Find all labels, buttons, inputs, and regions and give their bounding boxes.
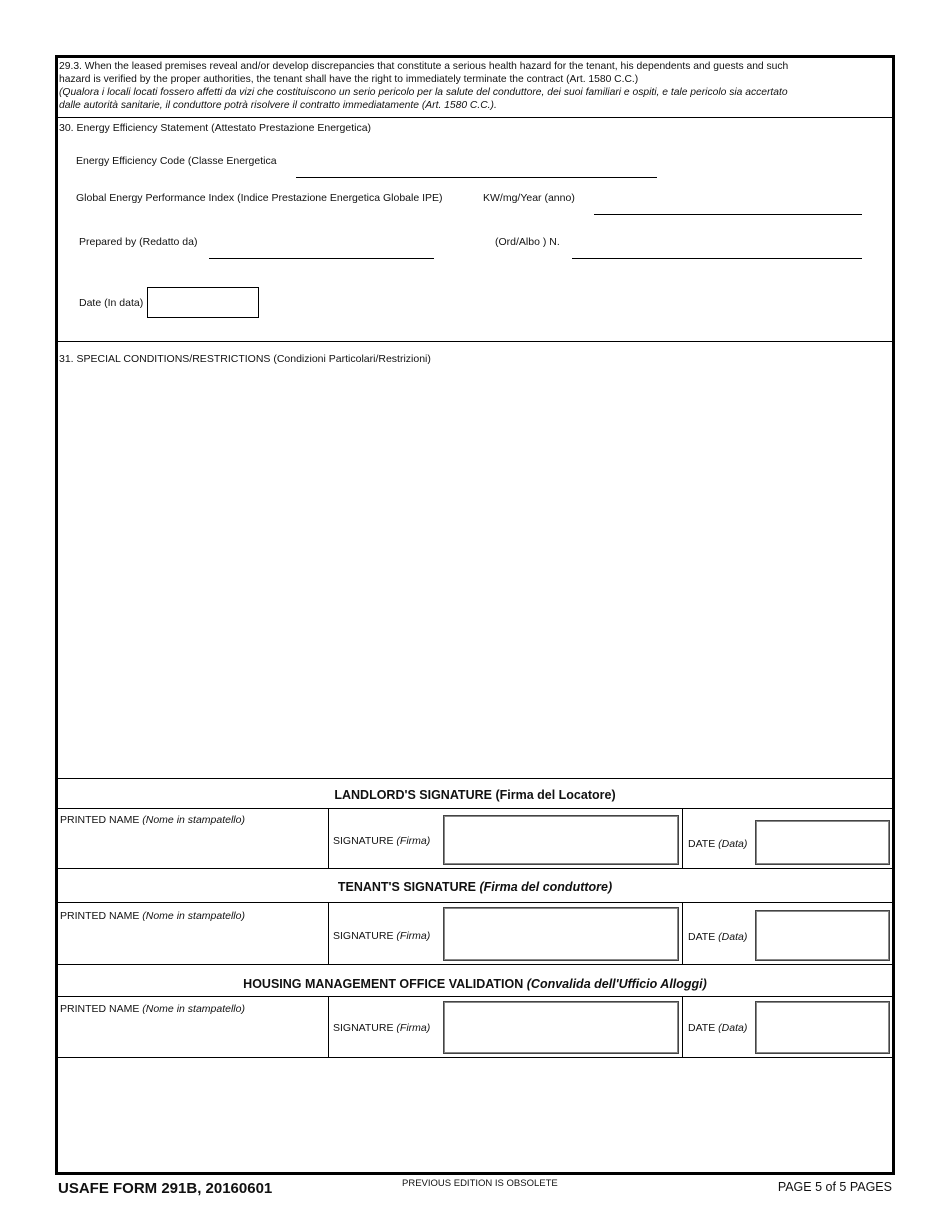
tenant-date-field[interactable] xyxy=(755,910,890,961)
global-index-label: Global Energy Performance Index (Indice Prestazione Energetica Globale IPE) xyxy=(76,192,443,204)
tenant-signature-field[interactable] xyxy=(443,907,679,961)
landlord-col-divider-2 xyxy=(682,808,683,869)
date-field[interactable] xyxy=(147,287,259,318)
tenant-col-divider-1 xyxy=(328,902,329,965)
clause-29-3-english-line2: hazard is verified by the proper authorities, the tenant shall have the right to immediately terminate the contract (Art. 1580 C.C.) xyxy=(59,74,639,85)
page-number: PAGE 5 of 5 PAGES xyxy=(777,1180,892,1194)
section-31-title: 31. SPECIAL CONDITIONS/RESTRICTIONS (Condizioni Particolari/Restrizioni) xyxy=(59,353,431,365)
landlord-heading-divider xyxy=(57,808,893,809)
tenant-heading-divider xyxy=(57,902,893,903)
form-identifier: USAFE FORM 291B, 20160601 xyxy=(58,1180,273,1197)
clause-29-3-italian-line1: (Qualora i locali locati fossero affetti da vizi che costituiscono un serio pericolo per la salute del conduttore, dei suoi familiari e ospiti, e tale pericolo sia accertato xyxy=(59,87,788,98)
section-29-3 xyxy=(59,60,788,112)
hmo-date-label: DATE (Data) xyxy=(688,1022,748,1034)
hmo-date-field[interactable] xyxy=(755,1001,890,1054)
ord-albo-field[interactable] xyxy=(572,258,862,259)
tenant-date-label: DATE (Data) xyxy=(688,931,748,943)
edition-note: PREVIOUS EDITION IS OBSOLETE xyxy=(402,1178,558,1189)
divider-landlord-tenant xyxy=(57,868,893,869)
special-conditions-area[interactable] xyxy=(58,370,892,775)
hmo-validation-heading: HOUSING MANAGEMENT OFFICE VALIDATION (Convalida dell'Ufficio Alloggi) xyxy=(243,977,707,991)
tenant-printed-name-label: PRINTED NAME (Nome in stampatello) xyxy=(60,910,245,922)
divider-hmo-bottom xyxy=(57,1057,893,1058)
energy-code-label: Energy Efficiency Code (Classe Energetica xyxy=(76,155,277,167)
landlord-signature-label: SIGNATURE (Firma) xyxy=(333,835,431,847)
tenant-printed-name-field[interactable] xyxy=(58,924,328,964)
landlord-signature-heading: LANDLORD'S SIGNATURE (Firma del Locatore) xyxy=(334,788,616,802)
hmo-signature-field[interactable] xyxy=(443,1001,679,1054)
tenant-signature-label: SIGNATURE (Firma) xyxy=(333,930,431,942)
hmo-printed-name-label: PRINTED NAME (Nome in stampatello) xyxy=(60,1003,245,1015)
prepared-by-label: Prepared by (Redatto da) xyxy=(79,236,198,248)
clause-29-3-english-line1: 29.3. When the leased premises reveal and/or develop discrepancies that constitute a serious health hazard for the tenant, his dependents and guests and such xyxy=(59,61,789,72)
landlord-printed-name-label: PRINTED NAME (Nome in stampatello) xyxy=(60,814,245,826)
tenant-signature-heading: TENANT'S SIGNATURE (Firma del conduttore) xyxy=(337,880,613,894)
hmo-heading-divider xyxy=(57,996,893,997)
landlord-date-label: DATE (Data) xyxy=(688,838,748,850)
unit-label: KW/mg/Year (anno) xyxy=(483,192,575,204)
landlord-signature-field[interactable] xyxy=(443,815,679,865)
divider-30-31 xyxy=(57,341,893,342)
section-30-title: 30. Energy Efficiency Statement (Attestato Prestazione Energetica) xyxy=(59,122,372,134)
hmo-signature-label: SIGNATURE (Firma) xyxy=(333,1022,431,1034)
hmo-printed-name-field[interactable] xyxy=(58,1017,328,1057)
prepared-by-field[interactable] xyxy=(209,258,434,259)
ord-albo-label: (Ord/Albo ) N. xyxy=(495,236,560,248)
divider-29-30 xyxy=(57,117,893,118)
energy-code-field[interactable] xyxy=(296,177,657,178)
landlord-printed-name-field[interactable] xyxy=(58,828,328,868)
clause-29-3-italian-line2: dalle autorità sanitarie, il conduttore potrà risolvere il contratto immediatamente (Art. 1580 C.C.). xyxy=(59,100,497,111)
date-label: Date (In data) xyxy=(79,297,144,309)
global-index-field[interactable] xyxy=(594,214,862,215)
landlord-col-divider-1 xyxy=(328,808,329,869)
hmo-col-divider-1 xyxy=(328,996,329,1058)
hmo-col-divider-2 xyxy=(682,996,683,1058)
landlord-date-field[interactable] xyxy=(755,820,890,865)
tenant-col-divider-2 xyxy=(682,902,683,965)
divider-tenant-hmo xyxy=(57,964,893,965)
divider-31-landlord xyxy=(57,778,893,779)
